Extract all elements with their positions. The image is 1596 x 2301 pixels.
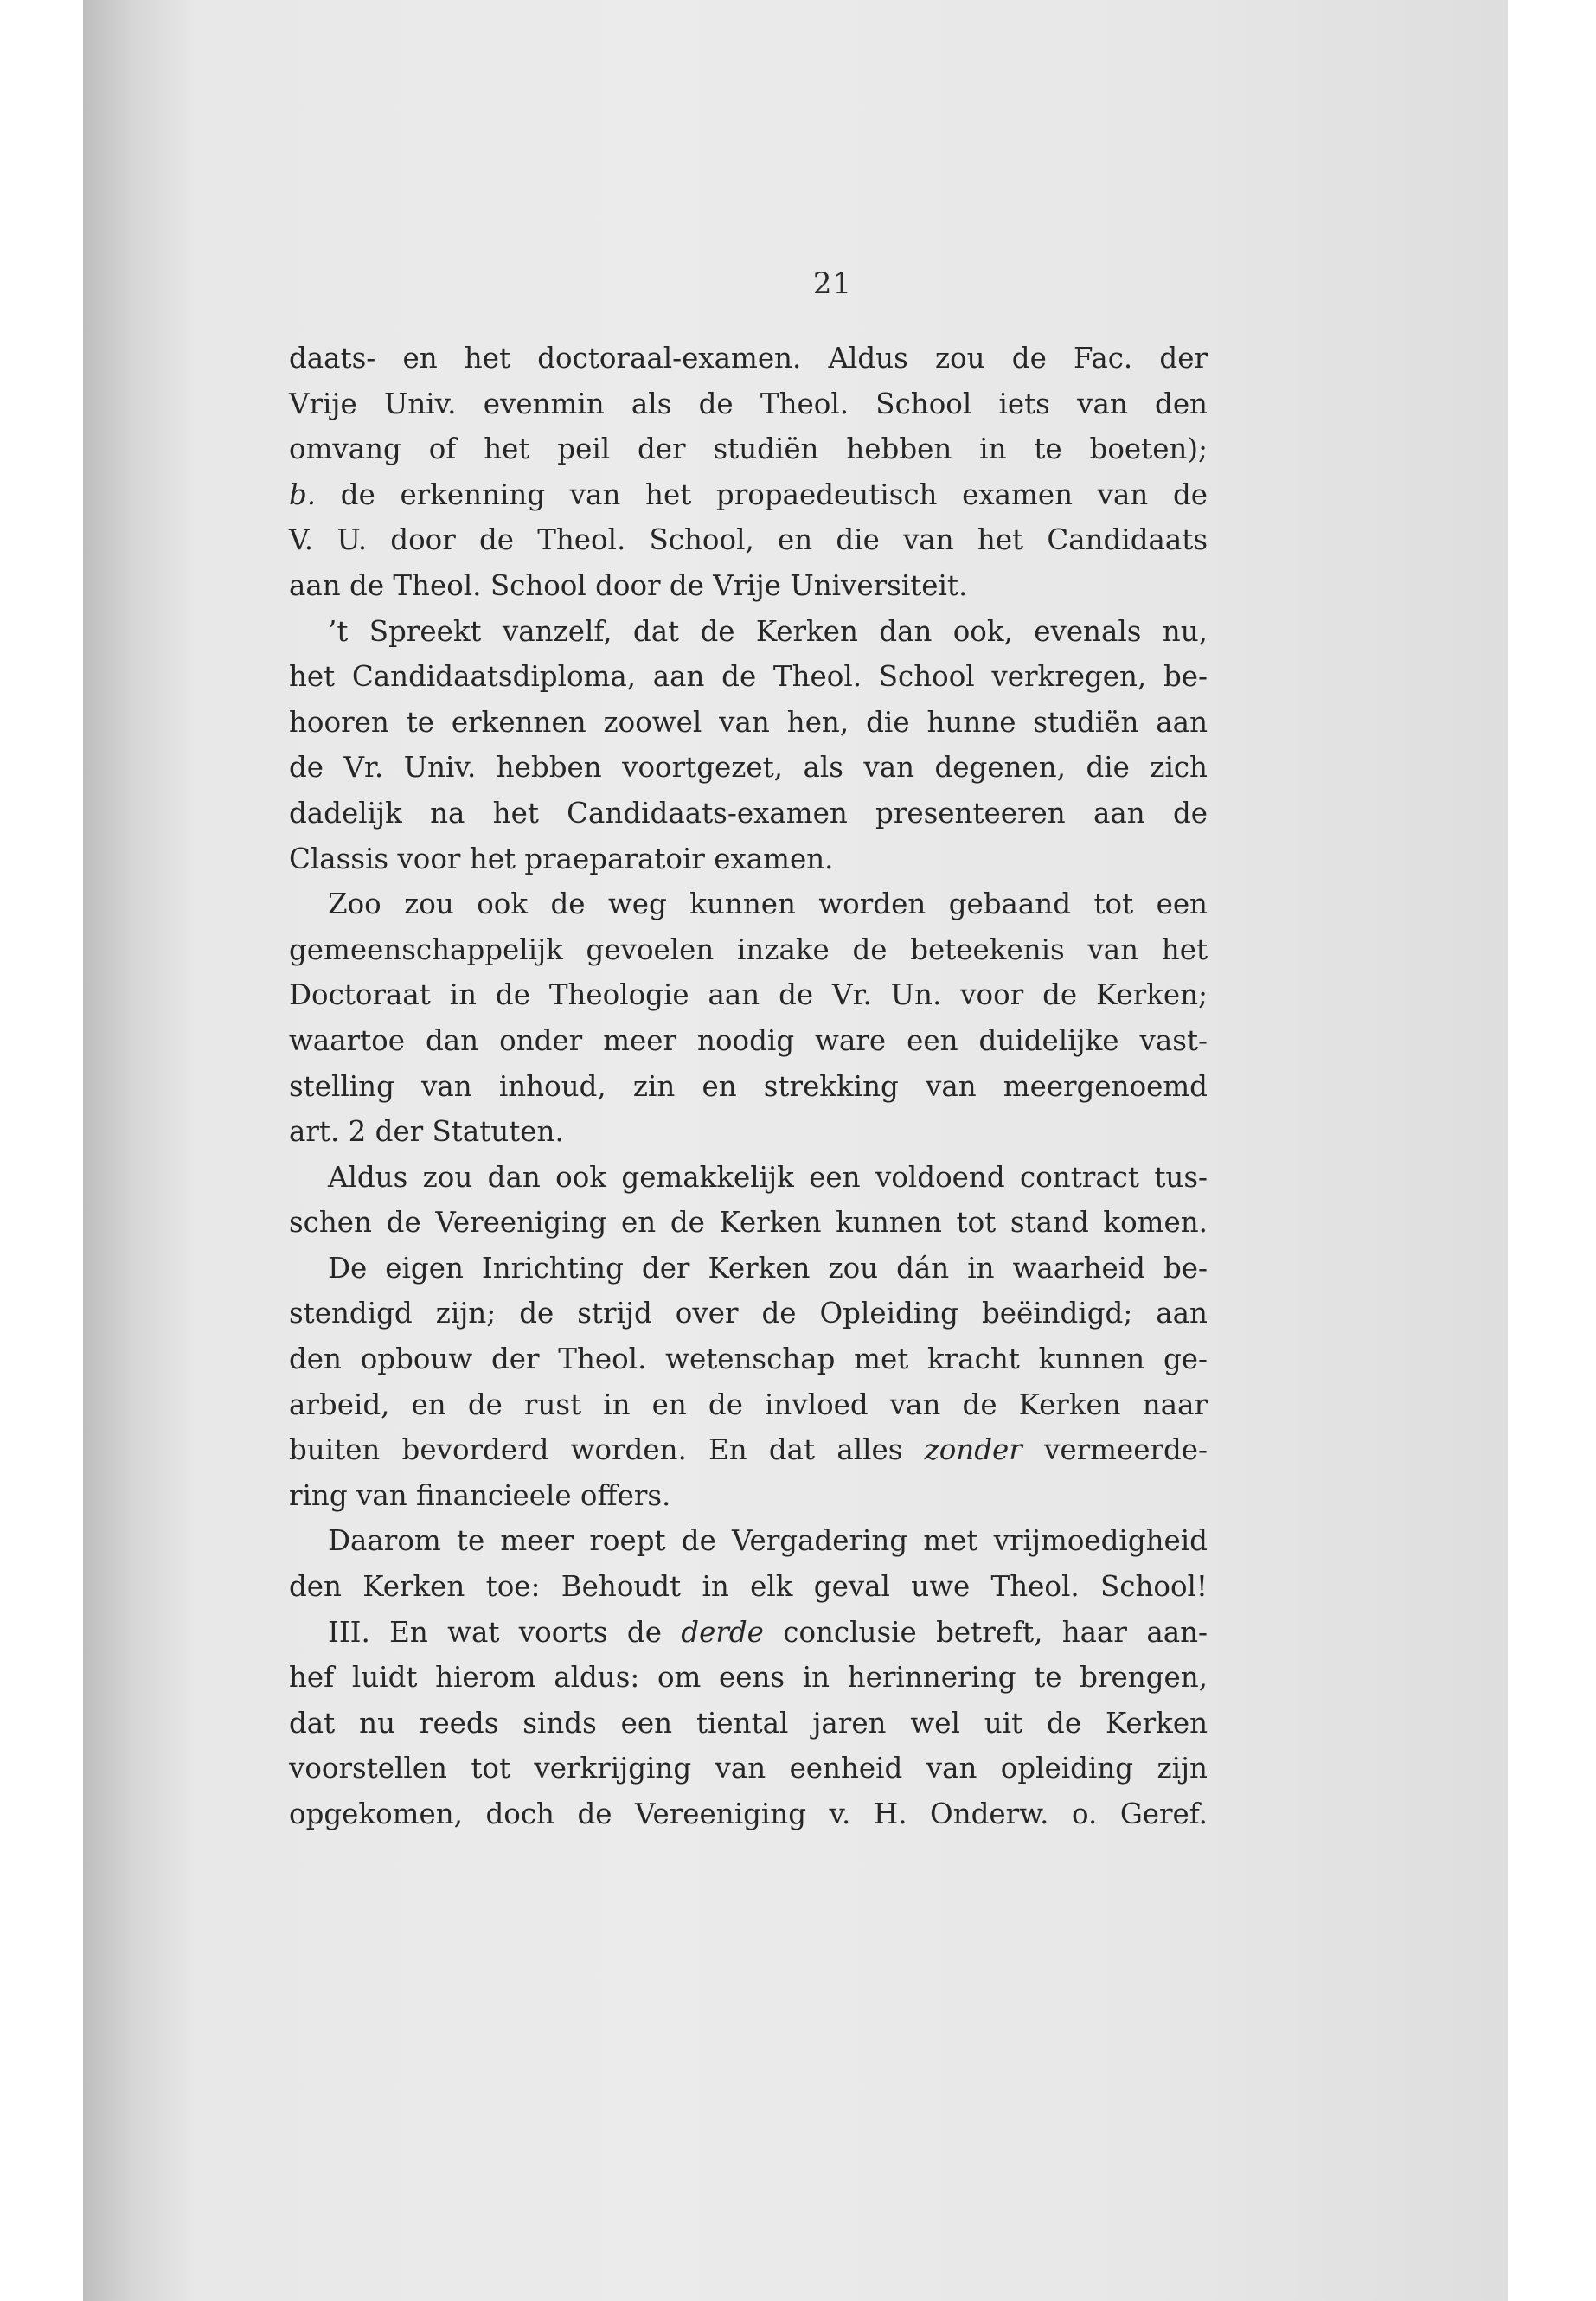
text-line: ’t Spreekt vanzelf, dat de Kerken dan ook, evenals nu, <box>328 614 1208 648</box>
text-line: V. U. door de Theol. School, en die van het Candidaats <box>289 523 1208 557</box>
text-line: daats- en het doctoraal-examen. Aldus zou de Fac. der <box>289 342 1208 375</box>
text-line: dadelijk na het Candidaats-examen presenteeren aan de <box>289 796 1208 830</box>
text-line: De eigen Inrichting der Kerken zou dán in waarheid be- <box>328 1251 1208 1285</box>
text-line: schen de Vereeniging en de Kerken kunnen tot stand komen. <box>289 1206 1208 1240</box>
text-line: gemeenschappelijk gevoelen inzake de beteekenis van het <box>289 933 1208 966</box>
page-number: 21 <box>812 266 853 301</box>
emphasis-word: derde <box>681 1615 764 1649</box>
text-line: waartoe dan onder meer noodig ware een duidelijke vast- <box>289 1023 1208 1057</box>
text-segment: III. En wat voorts de <box>328 1615 662 1649</box>
text-line: Daarom te meer roept de Vergadering met vrijmoedigheid <box>328 1524 1208 1558</box>
text-line: hooren te erkennen zoowel van hen, die hunne studiën aan <box>289 705 1208 739</box>
text-line: art. 2 der Statuten. <box>289 1115 564 1149</box>
text-line: den Kerken toe: Behoudt in elk geval uwe Theol. School! <box>289 1570 1208 1604</box>
text-line: voorstellen tot verkrijging van eenheid van opleiding zijn <box>289 1752 1208 1785</box>
emphasis-word: zonder <box>924 1433 1022 1467</box>
text-segment: vermeerde- <box>1044 1433 1208 1467</box>
text-line: Doctoraat in de Theologie aan de Vr. Un. voor de Kerken; <box>289 978 1208 1012</box>
text-line: Zoo zou ook de weg kunnen worden gebaand tot een <box>328 888 1208 921</box>
text-line: aan de Theol. School door de Vrije Universiteit. <box>289 568 968 602</box>
text-line: ring van financieele offers. <box>289 1478 671 1512</box>
text-line: opgekomen, doch de Vereeniging v. H. Onderw. o. Geref. <box>289 1798 1208 1830</box>
text-line: b. de erkenning van het propaedeutisch examen van de <box>289 478 1208 511</box>
text-line: omvang of het peil der studiën hebben in te boeten); <box>289 433 1208 466</box>
text-segment: conclusie betreft, haar aan- <box>783 1615 1208 1649</box>
gutter-shadow <box>83 0 195 2301</box>
text-line: het Candidaatsdiploma, aan de Theol. School verkregen, be- <box>289 660 1208 694</box>
text-line: stendigd zijn; de strijd over de Opleiding beëindigd; aan <box>289 1297 1208 1330</box>
text-line: den opbouw der Theol. wetenschap met kracht kunnen ge- <box>289 1343 1208 1376</box>
text-line: Classis voor het praeparatoir examen. <box>289 842 834 875</box>
text-line-emphasis <box>289 1610 1208 1656</box>
text-line: Vrije Univ. evenmin als de Theol. School iets van den <box>289 387 1208 420</box>
list-marker: b. <box>289 478 317 511</box>
text-line: hef luidt hierom aldus: om eens in herinnering te brengen, <box>289 1661 1208 1695</box>
text-line: de Vr. Univ. hebben voortgezet, als van degenen, die zich <box>289 751 1208 785</box>
text-line: Aldus zou dan ook gemakkelijk een voldoend contract tus- <box>328 1160 1208 1194</box>
text-line-emphasis <box>289 1427 1208 1473</box>
body-text <box>289 336 1208 1837</box>
text-line: stelling van inhoud, zin en strekking van meergenoemd <box>289 1069 1208 1103</box>
text-line: dat nu reeds sinds een tiental jaren wel uit de Kerken <box>289 1706 1208 1740</box>
text-segment: buiten bevorderd worden. En dat alles <box>289 1433 903 1467</box>
text-line: arbeid, en de rust in en de invloed van de Kerken naar <box>289 1388 1208 1421</box>
